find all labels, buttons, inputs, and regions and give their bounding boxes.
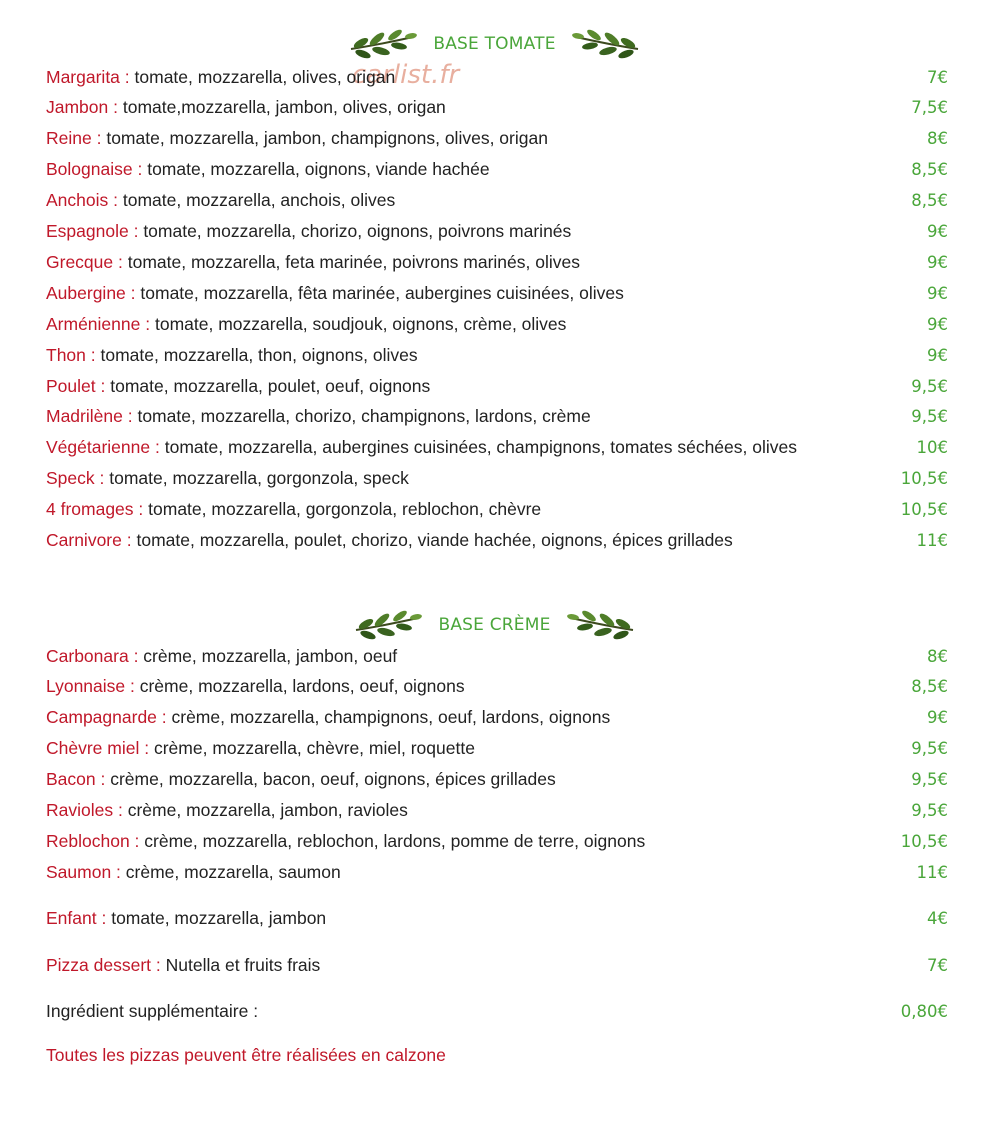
- item-name: Aubergine: [46, 282, 126, 303]
- item-name: Pizza dessert: [46, 954, 152, 975]
- item-ingredients: crème, mozzarella, champignons, oeuf, lardons, oignons: [171, 707, 611, 728]
- menu-item: [46, 279, 948, 307]
- section-header-tomate: [0, 24, 989, 64]
- item-name: Enfant: [46, 907, 97, 928]
- menu-item: [46, 797, 948, 825]
- watermark: carlist.fr: [352, 60, 460, 90]
- item-name: Madrilène: [46, 406, 123, 427]
- item-price: 7,5€: [911, 98, 948, 118]
- item-ingredients: crème, mozzarella, jambon, oeuf: [143, 645, 398, 666]
- item-price: 11€: [916, 531, 948, 550]
- menu-item-enfant: [46, 904, 948, 932]
- item-separator: :: [95, 769, 111, 790]
- item-price: 10€: [916, 438, 948, 458]
- item-price: 9€: [927, 708, 948, 728]
- laurel-branch-icon: [347, 27, 419, 61]
- menu-item: [46, 704, 948, 732]
- item-price: 9,5€: [911, 739, 948, 759]
- item-price: 9,5€: [911, 407, 948, 427]
- item-separator: :: [113, 251, 128, 272]
- item-name: Grecque: [46, 251, 114, 272]
- item-price: 9€: [927, 222, 948, 241]
- section-title: BASE TOMATE: [433, 34, 556, 54]
- item-name: Reblochon: [46, 830, 130, 851]
- menu-item: [46, 248, 948, 276]
- item-separator: :: [111, 861, 126, 882]
- menu-item: [46, 642, 948, 670]
- item-ingredients: tomate, mozzarella, feta marinée, poivrons marinés, olives: [127, 251, 580, 272]
- item-ingredients: tomate, mozzarella, gorgonzola, reblochon, chèvre: [148, 499, 542, 520]
- item-separator: :: [119, 66, 135, 87]
- item-ingredients: crème, mozzarella, lardons, oeuf, oignons: [139, 676, 465, 697]
- menu-item: [46, 94, 948, 122]
- item-ingredients: crème, mozzarella, bacon, oeuf, oignons, épices grillades: [110, 769, 556, 790]
- supplement-price: 0,80€: [900, 1001, 948, 1021]
- item-price: 10,5€: [900, 831, 948, 851]
- item-name: Poulet: [46, 375, 96, 396]
- menu-item: [46, 125, 948, 153]
- item-ingredients: crème, mozzarella, reblochon, lardons, pomme de terre, oignons: [144, 830, 646, 851]
- item-ingredients: tomate, mozzarella, aubergines cuisinées, champignons, tomates séchées, olives: [164, 437, 797, 458]
- item-name: Bolognaise: [46, 159, 133, 180]
- item-price: 7€: [927, 955, 948, 975]
- item-name: Carbonara: [46, 645, 129, 666]
- menu-item: [46, 465, 948, 493]
- item-price: 9,5€: [911, 770, 948, 790]
- menu-item-dessert: [46, 951, 948, 979]
- supplement-row: [46, 997, 948, 1025]
- menu-item: [46, 735, 948, 763]
- item-name: Reine: [46, 128, 92, 149]
- item-name: Margarita: [46, 66, 120, 87]
- menu-item: [46, 527, 948, 555]
- item-name: Jambon: [46, 97, 109, 118]
- item-price: 8,5€: [911, 160, 948, 180]
- item-ingredients: tomate, mozzarella, jambon: [111, 907, 327, 928]
- item-name: Lyonnaise: [46, 676, 126, 697]
- item-separator: :: [132, 159, 148, 180]
- item-price: 9€: [927, 283, 948, 303]
- item-name: Thon: [46, 344, 86, 365]
- item-name: Végétarienne: [46, 437, 151, 458]
- item-price: 9€: [927, 314, 948, 334]
- item-separator: :: [125, 282, 141, 303]
- menu-item: [46, 403, 948, 431]
- item-price: 4€: [927, 908, 948, 928]
- item-name: Bacon: [46, 769, 96, 790]
- item-ingredients: crème, mozzarella, chèvre, miel, roquette: [153, 738, 475, 759]
- item-price: 10,5€: [900, 469, 948, 489]
- menu-item: [46, 827, 948, 855]
- item-separator: :: [133, 499, 149, 520]
- menu-item: [46, 673, 948, 701]
- item-separator: :: [94, 468, 110, 489]
- menu-item: [46, 310, 948, 338]
- item-ingredients: tomate, mozzarella, oignons, viande hachée: [147, 159, 490, 180]
- item-separator: :: [121, 530, 137, 550]
- item-separator: :: [125, 676, 140, 697]
- item-price: 10,5€: [900, 500, 948, 520]
- menu-item: [46, 187, 948, 215]
- item-separator: :: [113, 800, 128, 820]
- item-price: 8€: [927, 129, 948, 149]
- item-name: Saumon: [46, 861, 112, 882]
- item-price: 11€: [916, 862, 948, 882]
- item-name: Chèvre miel: [46, 738, 140, 759]
- item-ingredients: crème, mozzarella, saumon: [125, 861, 341, 882]
- menu-item: [46, 156, 948, 184]
- item-separator: :: [151, 954, 166, 975]
- item-price: 7€: [927, 67, 948, 87]
- item-price: 8€: [927, 646, 948, 666]
- item-price: 9€: [927, 345, 948, 365]
- menu-item: [46, 496, 948, 524]
- item-price: 9,5€: [911, 376, 948, 396]
- item-name: Arménienne: [46, 313, 141, 334]
- item-separator: :: [85, 344, 101, 365]
- laurel-branch-icon: [352, 608, 424, 642]
- item-name: Anchois: [46, 190, 109, 211]
- item-ingredients: tomate, mozzarella, chorizo, champignons, lardons, crème: [137, 406, 591, 427]
- menu-item: [46, 766, 948, 794]
- menu-item: [46, 372, 948, 400]
- item-separator: :: [96, 907, 112, 928]
- item-separator: :: [140, 313, 155, 334]
- item-separator: :: [129, 830, 145, 851]
- item-ingredients: tomate, mozzarella, chorizo, oignons, poivrons marinés: [143, 221, 572, 241]
- item-ingredients: tomate,mozzarella, jambon, olives, origan: [122, 97, 446, 118]
- menu-item: [46, 858, 948, 886]
- item-name: Campagnarde: [46, 707, 157, 728]
- item-ingredients: tomate, mozzarella, poulet, chorizo, viande hachée, oignons, épices grillades: [136, 530, 733, 550]
- item-ingredients: tomate, mozzarella, soudjouk, oignons, crème, olives: [154, 313, 567, 334]
- item-separator: :: [156, 707, 172, 728]
- item-ingredients: crème, mozzarella, jambon, ravioles: [127, 800, 408, 820]
- item-price: 9€: [927, 252, 948, 272]
- laurel-branch-icon: [565, 608, 637, 642]
- item-ingredients: tomate, mozzarella, anchois, olives: [122, 190, 396, 211]
- item-separator: :: [150, 437, 165, 458]
- item-ingredients: tomate, mozzarella, gorgonzola, speck: [109, 468, 409, 489]
- item-price: 9,5€: [911, 801, 948, 820]
- item-price: 8,5€: [911, 677, 948, 697]
- section-title: BASE CRÈME: [438, 615, 551, 635]
- item-ingredients: tomate, mozzarella, jambon, champignons, olives, origan: [106, 128, 548, 149]
- menu-item: [46, 218, 948, 246]
- item-ingredients: tomate, mozzarella, olives, origan: [134, 66, 396, 87]
- item-name: Ravioles: [46, 800, 114, 820]
- item-name: 4 fromages: [46, 499, 134, 520]
- item-name: Carnivore: [46, 530, 122, 550]
- item-ingredients: Nutella et fruits frais: [165, 954, 321, 975]
- item-name: Speck: [46, 468, 95, 489]
- item-separator: :: [128, 645, 144, 666]
- item-separator: :: [108, 190, 123, 211]
- section-header-creme: [0, 605, 989, 645]
- item-price: 8,5€: [911, 191, 948, 211]
- item-ingredients: tomate, mozzarella, fêta marinée, aubergines cuisinées, olives: [140, 282, 624, 303]
- menu-item: [46, 341, 948, 369]
- calzone-note: Toutes les pizzas peuvent être réalisées en calzone: [46, 1045, 446, 1065]
- item-separator: :: [122, 406, 138, 427]
- item-ingredients: tomate, mozzarella, thon, oignons, olives: [100, 344, 418, 365]
- supplement-label: Ingrédient supplémentaire :: [46, 1000, 259, 1021]
- item-name: Espagnole: [46, 221, 129, 241]
- laurel-branch-icon: [570, 27, 642, 61]
- item-separator: :: [91, 128, 107, 149]
- item-ingredients: tomate, mozzarella, poulet, oeuf, oignons: [110, 375, 431, 396]
- menu-item: [46, 434, 948, 462]
- item-separator: :: [139, 738, 154, 759]
- menu-item: [46, 63, 948, 91]
- item-separator: :: [95, 375, 111, 396]
- item-separator: :: [128, 221, 144, 241]
- item-separator: :: [108, 97, 123, 118]
